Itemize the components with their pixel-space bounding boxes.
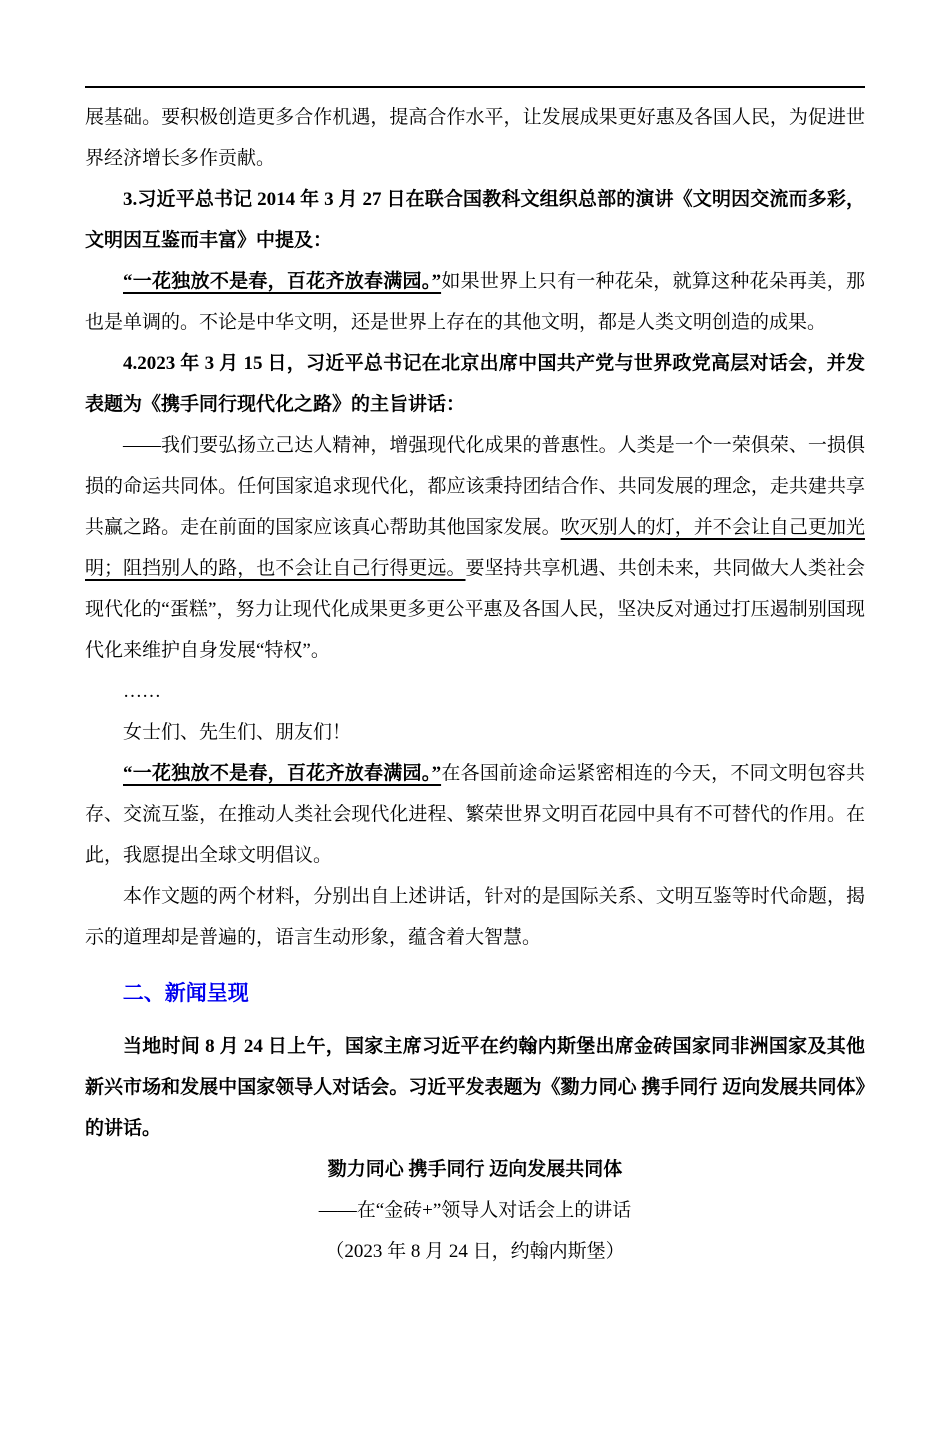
speech-text-after-underline: 要坚持共享机遇、共创未来，共同做大人类社会现代化的“蛋糕”，努力让现代化成果更多更公平惠及各国人民，坚决反对通过打压遏制别国现代化来维护自身发展“特权”。 [85, 558, 865, 661]
paragraph-flower-explanation-2: 在各国前途命运紧密相连的今天，不同文明包容共存、交流互鉴，在推动人类社会现代化进程、繁荣世界文明百花园中具有不可替代的作用。在此，我愿提出全球文明倡议。 [85, 763, 865, 866]
paragraph-continuation: 展基础。要积极创造更多合作机遇，提高合作水平，让发展成果更好惠及各国人民，为促进世界经济增长多作贡献。 [85, 107, 865, 169]
paragraph-commentary: 本作文题的两个材料，分别出自上述讲话，针对的是国际关系、文明互鉴等时代命题，揭示的道理却是普遍的，语言生动形象，蕴含着大智慧。 [85, 886, 865, 948]
speech-dateline: （2023 年 8 月 24 日，约翰内斯堡） [325, 1241, 625, 1262]
quote-flower-text-2: “一花独放不是春，百花齐放春满园。” [123, 763, 442, 784]
document-page [0, 86, 950, 1430]
paragraph-ellipsis: …… [123, 681, 161, 702]
paragraph-flower-explanation-1: 如果世界上只有一种花朵，就算这种花朵再美，那也是单调的。不论是中华文明，还是世界上存在的其他文明，都是人类文明创造的成果。 [85, 271, 865, 333]
section-heading-news: 二、新闻呈现 [122, 981, 249, 1005]
paragraph-flower-quote-2 [85, 753, 865, 876]
speech-text-before-underline: ——我们要弘扬立己达人精神，增强现代化成果的普惠性。人类是一个一荣俱荣、一损俱损的命运共同体。任何国家追求现代化，都应该秉持团结合作、共同发展的理念，走共建共享共赢之路。走在前面的国家应该真心帮助其他国家发展。 [85, 435, 865, 538]
paragraph-salutation: 女士们、先生们、朋友们！ [123, 722, 352, 743]
speech-title: 勠力同心 携手同行 迈向发展共同体 [327, 1159, 623, 1180]
paragraph-modernization-speech [85, 425, 865, 671]
speech-underlined-lamp-text: 吹灭别人的灯，并不会让自己更加光明；阻挡别人的路，也不会让自己行得更远。 [85, 517, 865, 579]
paragraph-material-4: 4.2023 年 3 月 15 日，习近平总书记在北京出席中国共产党与世界政党高层对话会，并发表题为《携手同行现代化之路》的主旨讲话： [85, 353, 865, 415]
paragraph-material-3: 3.习近平总书记 2014 年 3 月 27 日在联合国教科文组织总部的演讲《文明因交流而多彩，文明因互鉴而丰富》中提及： [85, 189, 865, 251]
speech-subtitle: ——在“金砖+”领导人对话会上的讲话 [318, 1200, 632, 1221]
paragraph-news-intro: 当地时间 8 月 24 日上午，国家主席习近平在约翰内斯堡出席金砖国家同非洲国家及其他新兴市场和发展中国家领导人对话会。习近平发表题为《勠力同心 携手同行 迈向发展共同体》的讲话。 [85, 1036, 865, 1139]
quote-flower-text-1: “一花独放不是春，百花齐放春满园。” [123, 271, 442, 292]
document-body [85, 88, 865, 1272]
paragraph-flower-quote-1 [85, 261, 865, 343]
